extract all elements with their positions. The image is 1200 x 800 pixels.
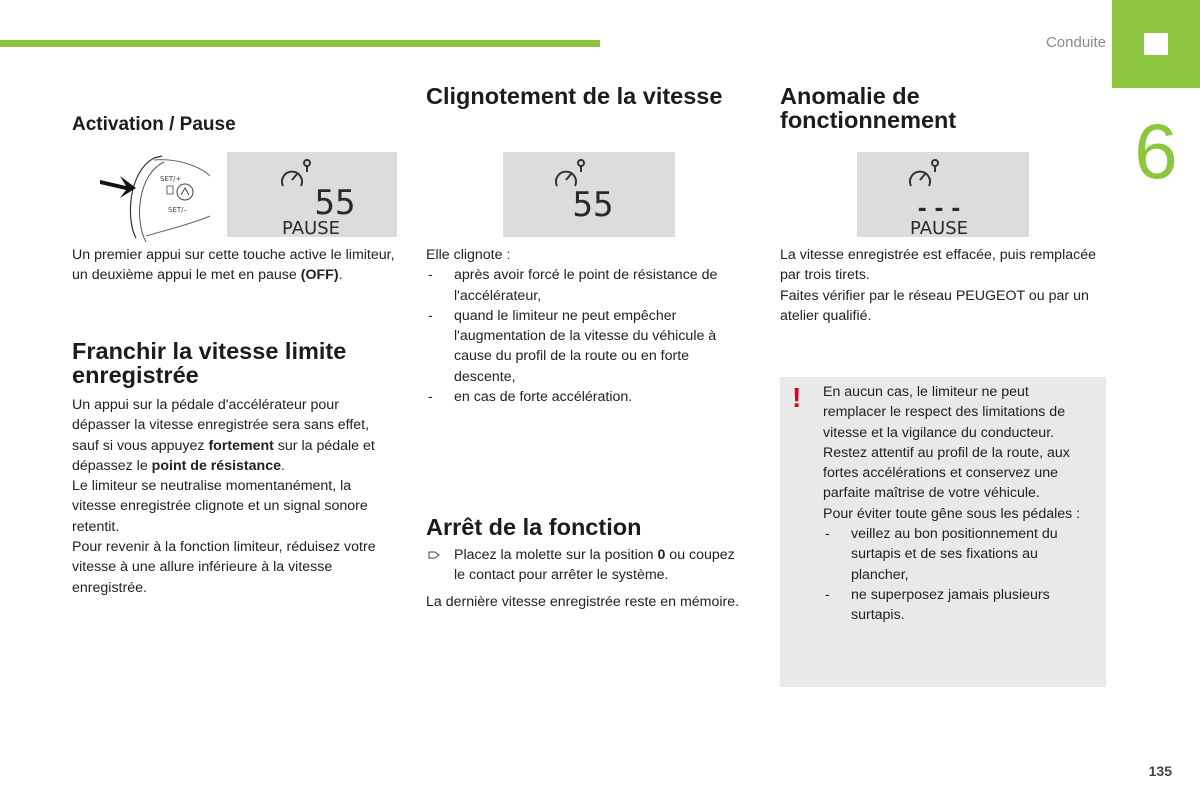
activation-title: Activation / Pause xyxy=(72,114,236,135)
blink-list xyxy=(426,265,746,407)
stop-title: Arrêt de la fonction xyxy=(426,514,642,540)
display-blink-graphic xyxy=(503,152,675,237)
list-item: - ne superposez jamais plusieurs surtapis. xyxy=(823,585,1095,626)
header-accent-bar xyxy=(0,40,600,47)
exceed-text: Un appui sur la pédale d'accélérateur pour dépasser la vitesse enregistrée sera sans effet, sauf si vous appuyez fortement sur la pédale et dépassez le point de résistance. Le limiteur se neutralise momentanément, la vitesse enregistrée clignote et un signal sonore retentit. Pour revenir à la fonction limiteur, réduisez votre vitesse à une allure inférieure à la vitesse enregistrée. xyxy=(72,397,376,596)
speed-limiter-icon xyxy=(556,160,584,186)
display-blink xyxy=(503,152,675,237)
stop-text: Placez la molette sur la position 0 ou coupez le contact pour arrêter le système. La dernière vitesse enregistrée reste en mémoire. xyxy=(426,545,746,612)
speed-limiter-icon xyxy=(910,160,938,186)
display-status: PAUSE xyxy=(282,218,340,237)
display-speed: 55 xyxy=(572,185,614,225)
blink-text: Elle clignote : - après avoir forcé le point de résistance de l'accélérateur, - quand le limiteur ne peut empêcher l'augmentation de la vitesse du véhicule à cause du profil de la route ou en forte descente, - en cas de forte accélération. xyxy=(426,245,746,407)
list-item: - veillez au bon positionnement du surtapis et de ses fixations au plancher, xyxy=(823,524,1095,585)
warning-icon: ! xyxy=(792,382,802,413)
display-dashes: - - - xyxy=(917,197,961,222)
display-pause-graphic xyxy=(227,152,397,237)
blink-title: Clignotement de la vitesse xyxy=(426,83,723,109)
chapter-tab xyxy=(1112,0,1200,88)
activation-text: Un premier appui sur cette touche active le limiteur, un deuxième appui le met en pause (OFF). xyxy=(72,247,395,284)
display-fault xyxy=(857,152,1029,237)
list-item: - en cas de forte accélération. xyxy=(426,387,746,407)
list-item: - quand le limiteur ne peut empêcher l'augmentation de la vitesse du véhicule à cause du profil de la route ou en forte descente, xyxy=(426,306,746,387)
fault-title: Anomalie de fonctionnement xyxy=(780,83,957,133)
stop-step: Placez la molette sur la position 0 ou coupez le contact pour arrêter le système. xyxy=(426,545,746,586)
display-speed: 55 xyxy=(314,183,356,223)
exceed-title: Franchir la vitesse limite enregistrée xyxy=(72,338,347,388)
page-number: 135 xyxy=(1148,763,1172,779)
press-arrow-icon xyxy=(100,176,136,198)
steering-control-illustration xyxy=(96,150,216,242)
set-minus-label: SET/– xyxy=(168,206,188,214)
display-fault-graphic xyxy=(857,152,1029,237)
chapter-number: 6 xyxy=(1134,107,1178,195)
warning-text: En aucun cas, le limiteur ne peut remplacer le respect des limitations de vitesse et la vigilance du conducteur. Restez attentif au profil de la route, aux fortes accélérations et conservez une parfaite maîtrise de votre véhicule. Pour éviter toute gêne sous les pédales : - veillez au bon positionnement du surtapis et de ses fixations au plancher, - ne superposez jamais plusieurs surtapis. xyxy=(823,382,1095,626)
set-plus-label: SET/+ xyxy=(160,175,182,183)
display-pause xyxy=(227,152,397,237)
fault-text: La vitesse enregistrée est effacée, puis remplacée par trois tirets. Faites vérifier par le réseau PEUGEOT ou par un atelier qualifié. xyxy=(780,247,1096,324)
step-pointer-icon xyxy=(428,549,440,561)
list-item: - après avoir forcé le point de résistance de l'accélérateur, xyxy=(426,265,746,306)
warning-list xyxy=(823,524,1095,625)
chapter-tab-square xyxy=(1144,33,1168,55)
section-label: Conduite xyxy=(1045,34,1106,51)
display-status: PAUSE xyxy=(910,218,968,237)
speed-limiter-icon xyxy=(282,160,310,186)
